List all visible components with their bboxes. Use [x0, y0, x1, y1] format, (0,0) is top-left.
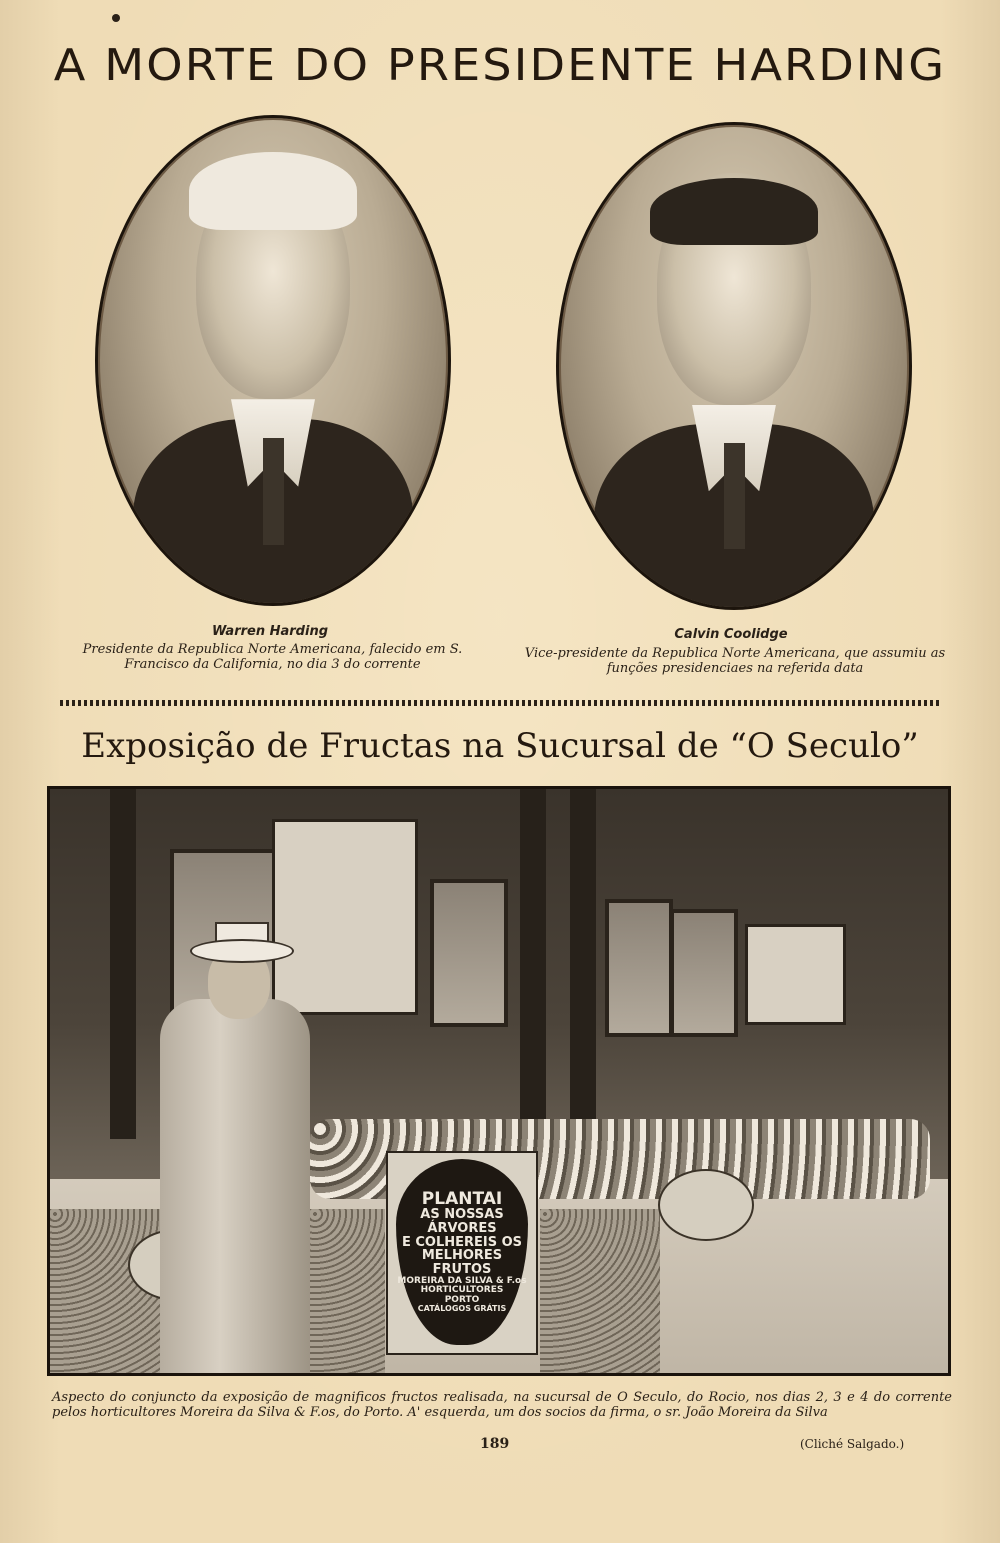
sign-line: E COLHEREIS OS	[401, 1234, 523, 1250]
man-figure	[160, 999, 310, 1373]
photo-window	[430, 879, 508, 1027]
sign-line: PLANTAI	[421, 1188, 503, 1209]
photo-window	[670, 909, 738, 1037]
straw-hat-brim	[190, 939, 294, 963]
sign-line: ÁRVORES	[427, 1221, 497, 1237]
photo-credit: (Cliché Salgado.)	[800, 1437, 905, 1451]
table-cloth	[310, 1209, 385, 1376]
photo-window	[605, 899, 673, 1037]
photo-pillar	[570, 789, 596, 1139]
photo-poster	[272, 819, 418, 1015]
pear-shaped-sign	[396, 1159, 528, 1345]
exhibition-photo	[47, 786, 951, 1376]
page-number: 189	[480, 1436, 510, 1452]
sign-line: MELHORES FRUTOS	[421, 1248, 503, 1278]
sign-line: AS NOSSAS	[420, 1207, 504, 1223]
table-cloth	[540, 1209, 660, 1376]
sign-line: CATÁLOGOS GRÁTIS	[417, 1303, 507, 1313]
photo-poster	[745, 924, 846, 1025]
portrait-tie	[724, 443, 745, 549]
sign-line: PORTO	[444, 1294, 480, 1305]
portrait-description-harding: Presidente da Republica Norte Americana, falecido em S. Francisco da California, no dia 3 do corrente	[82, 642, 463, 672]
table-cloth	[50, 1209, 160, 1376]
portrait-warren-harding	[95, 115, 451, 606]
sign-line: MOREIRA DA SILVA & F.os	[397, 1275, 527, 1286]
photo-caption: Aspecto do conjuncto da exposição de magnificos fructos realisada, na sucursal de O Seculo, do Rocio, nos dias 2, 3 e 4 do corrente pelos horticultores Moreira da Silva & F.os, do Porto. A' esquerda, um dos socios da firma, o sr. João Moreira da Silva	[52, 1390, 952, 1420]
portrait-hair	[650, 178, 818, 245]
portrait-name-harding: Warren Harding	[211, 624, 329, 639]
dotted-divider	[60, 700, 942, 706]
portrait-name-coolidge: Calvin Coolidge	[674, 627, 788, 642]
headline: A MORTE DO PRESIDENTE HARDING	[53, 40, 947, 91]
portrait-tie	[263, 438, 284, 545]
subheadline: Exposição de Fructas na Sucursal de “O Seculo”	[81, 726, 919, 766]
photo-pillar	[110, 789, 136, 1139]
portrait-hair	[189, 152, 357, 230]
firm-seal	[658, 1169, 754, 1241]
sign-line: HORTICULTORES	[420, 1285, 504, 1296]
photo-pillar	[520, 789, 546, 1139]
portrait-calvin-coolidge	[556, 122, 912, 610]
portrait-description-coolidge: Vice-presidente da Republica Norte Americana, que assumiu as funções presidenciaes na referida data	[524, 646, 946, 676]
ink-dot	[112, 14, 120, 22]
advertising-sign	[386, 1151, 538, 1355]
